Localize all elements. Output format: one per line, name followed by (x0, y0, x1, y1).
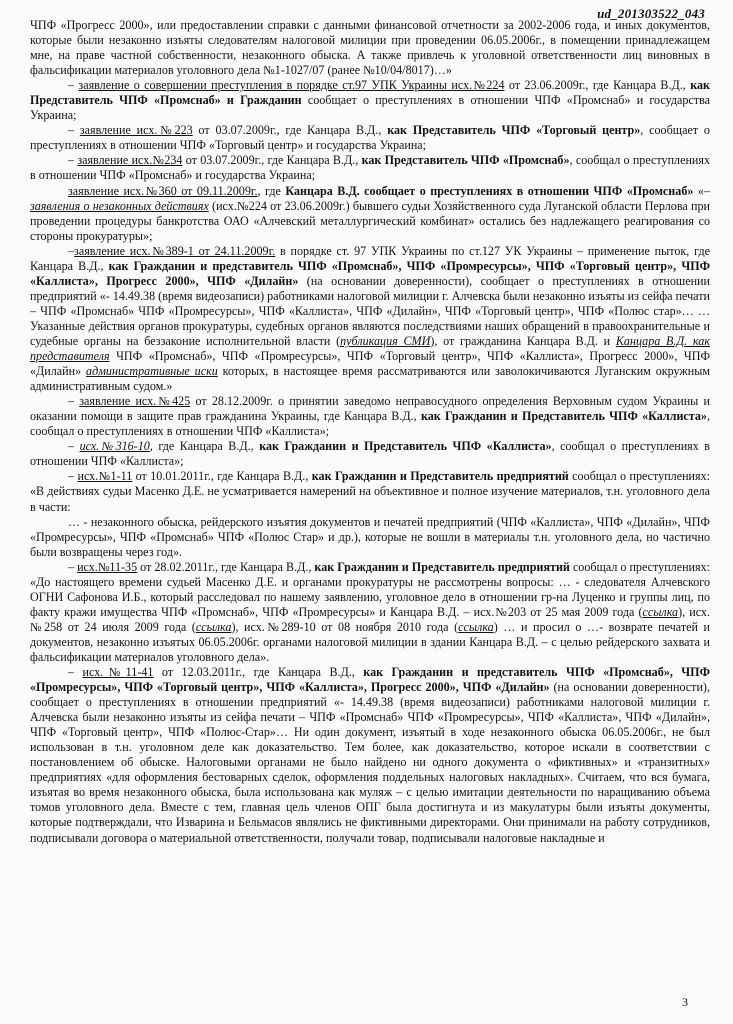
paragraph (30, 244, 710, 394)
document-id: ud_201303522_043 (597, 6, 705, 21)
underlined-text: ссылка (458, 619, 494, 634)
text-run: … - незаконного обыска, рейдерского изъятия документов и печатей предприятий (ЧПФ «Каллиста», ЧПФ «Дилайн», ЧПФ «Промресурсы», ЧПФ «Промснаб» ЧПФ «Полюс Стар» и др.), которые не вошли в материалы т.н. уголовного дела, но частично были возвращены через год». (30, 514, 710, 559)
text-run: которых, в настоящее время рассматриваются или заволокичиваются Луганским окружным административным судом.» (30, 364, 711, 394)
text-run: ) … и просил о …- возврате печатей и документов, незаконно изъятых 06.05.2006г. органами налоговой милиции в здании Канцара В.Д. – с целью рейдерского захвата и фальсификации материалов уголовного дела». (30, 619, 710, 664)
text-run: , сообщает о преступлениях в отношении ЧПФ «Торговый центр» и государства Украина; (30, 123, 710, 153)
underlined-text: исх.№11-35 (77, 559, 138, 574)
bold-text: как Гражданин и Представитель ЧПФ «Каллиста» (259, 439, 552, 454)
underlined-text: заявление исх.№223 (79, 123, 193, 138)
text-run: ), исх.№289-10 от 08 ноября 2010 года ( (231, 619, 459, 634)
paragraph (30, 439, 710, 469)
text-run: от 10.01.2011г., где Канцара В.Д., (132, 469, 312, 484)
text-run: от 23.06.2009г., где Канцара В.Д., (504, 78, 691, 93)
bold-text: как Представитель ЧПФ «Торговый центр» (387, 123, 641, 138)
text-run: ЧПФ «Прогресс 2000», или предоставлении справки с данными финансовой отчетности за 2002-2006 года, и иных документов, которые были незаконно изъяты следователям налоговой милиции при проведении 06.05.2006г., в помещении принадлежащем мне, на праве частной собственности, незаконного обыска. А также привлечь к уголовной ответственности лиц виновных в фальсификации материалов уголовного дела №1-1027/07 (ранее №10/04/8017)…» (30, 18, 710, 78)
paragraph (30, 394, 710, 439)
text-run: от 03.07.2009г., где Канцара В.Д., (192, 123, 388, 138)
paragraph (30, 469, 710, 514)
text-run: – (68, 153, 78, 168)
bold-text: как Представитель ЧПФ «Промснаб» (361, 153, 570, 168)
paragraph (30, 665, 710, 846)
bold-text: как Представитель ЧПФ «Промснаб» и Гражданин (30, 78, 710, 108)
text-run: (на основании доверенности), сообщает о преступлениях в отношении предприятий «- 14.49.38 (время видеозаписи) работниками налоговой милиции г. Алчевска были незаконно изъяты из сейфа печати – ЧПФ «Промснаб» ЧПФ «Промресурсы», ЧПФ «Каллиста», ЧПФ «Дилайн», ЧПФ «Торговый центр», ЧПФ «Полюс стар»… …Указанные действия органов прокуратуры, судебных органов являются последствиями наших обращений в правоохранительные и судебные органы на беззаконие исполнительной власти ( (30, 273, 710, 348)
bold-text: как Гражданин и Представитель предприятий (314, 559, 570, 574)
paragraph (30, 560, 710, 665)
underlined-text: заявление о совершении преступления в порядке ст.97 УПК Украины исх.№224 (78, 78, 505, 93)
underlined-text: Канцара В.Д. как представителя (30, 333, 710, 364)
underlined-text: административные иски (86, 364, 218, 379)
paragraph (30, 18, 710, 78)
underlined-text: публикация СМИ (340, 333, 431, 348)
underlined-text: заявление исх.№425 (79, 394, 191, 409)
text-run: – (68, 78, 79, 93)
text-run: (на основании доверенности), сообщает о преступлениях в отношении предприятий «- 14.49.38 (время видеозаписи) работниками налоговой милиции г. Алчевска были незаконно изъяты из сейфа печати – ЧПФ «Промснаб» ЧПФ «Промресурсы», ЧПФ «Каллиста», ЧПФ «Дилайн», ЧПФ «Торговый центр», ЧПФ «Полюс-Стар»… Ни один документ, изъятый в ходе незаконного обыска 06.05.2006г., не был использован в т.н. уголовном деле как доказательство. Тем более, как доказательство, которое искали в соответствии с постановлением об обыске. Налоговыми органами не было найдено ни одного документа о «фиктивных» и «транзитных» предприятиях «для оформления бестоварных сделок, оформления поддельных налоговых накладных». Считаем, что вся бумага, изъятая во время незаконного обыска, была использована как муляж – с целью имитации деятельности по наращиванию объема томов уголовного дела. Вместе с тем, главная цель членов ОПГ была достигнута и из макулатуры были изъяты документы, которые подтверждали, что Изварина и Бельмасов являлись не фиктивными директорами. Они принимали на работу сотрудников, подписывали договора о материальной ответственности, получали товар, подписывали налоговые накладные и (30, 680, 710, 845)
text-run: в порядке ст. 97 УПК Украины по ст.127 УК Украины – применение пыток, где Канцара В.Д., (30, 243, 710, 273)
text-run: «– (693, 183, 710, 198)
text-run: – (68, 123, 80, 138)
text-run: , где (257, 183, 286, 198)
text-run: ), от гражданина Канцара В.Д. и (430, 333, 616, 348)
underlined-text: заявление исх.№360 от 09.11.2009г. (68, 183, 258, 198)
text-run: – (68, 469, 78, 484)
underlined-text: исх.№316-10 (79, 439, 150, 454)
page-number: 3 (682, 995, 688, 1009)
text-run: – (68, 439, 80, 454)
text-run: от 03.07.2009г., где Канцара В.Д., (182, 153, 362, 168)
underlined-text: заявления о незаконных действиях (30, 198, 209, 213)
text-run: (исх.№224 от 23.06.2009г.) бывшего судьи Хозяйственного суда Луганской области Перлова при проведении процедуры банкротства ОАО «Алчевский металлургический комбинат» остались без надлежащего реагирования со стороны прокуратуры»; (30, 198, 710, 243)
underlined-text: ссылка (195, 619, 232, 634)
paragraph (30, 515, 710, 560)
text-run: ЧПФ «Промснаб», ЧПФ «Промресурсы», ЧПФ «Торговый центр», ЧПФ «Каллиста», Прогресс 2000», ЧПФ «Дилайн» (30, 349, 710, 379)
text-run: ), исх.№258 от 24 июля 2009 года ( (30, 604, 710, 634)
text-run: сообщал о преступлениях: «В действиях судьи Масенко Д.Е. не усматривается намерений на объективное и полное изучение материалов, т.н. уголовного дела в части: (30, 469, 710, 514)
text-run: , где Канцара В.Д., (149, 439, 260, 454)
paragraph (30, 123, 710, 153)
text-run: , сообщал о преступлениях в отношении ЧПФ «Каллиста»; (30, 439, 711, 469)
bold-text: как Гражданин и представитель ЧПФ «Промснаб», ЧПФ «Промресурсы», ЧПФ «Торговый центр», ЧПФ «Каллиста», Прогресс 2000», ЧПФ «Дилайн» (30, 665, 710, 695)
paragraph (30, 184, 710, 244)
bold-text: Канцара В.Д. сообщает о преступлениях в отношении ЧПФ «Промснаб» (285, 183, 694, 198)
bold-text: как Гражданин и Представитель предприятий (311, 469, 569, 484)
underlined-text: исх.№11-41 (82, 665, 154, 680)
bold-text: как Гражданин и представитель ЧПФ «Промснаб», ЧПФ «Промресурсы», ЧПФ «Торговый центр», ЧПФ «Каллиста», Прогресс 2000», ЧПФ «Дилайн» (30, 258, 710, 288)
text-run: , сообщал о преступлениях в отношении ЧПФ «Каллиста»; (30, 409, 711, 439)
underlined-text: исх.№1-11 (77, 469, 133, 484)
text-run: – (68, 394, 80, 409)
underlined-text: заявление исх.№389-1 от 24.11.2009г. (74, 243, 276, 258)
text-run: сообщает о преступлениях в отношении ЧПФ «Промснаб» и государства Украина; (30, 93, 710, 123)
paragraph (30, 153, 710, 183)
document-body (30, 18, 710, 846)
text-run: от 28.12.2009г. о принятии заведомо неправосудного определения Верховным судом Украины и оказании помощи в защите прав гражданина Украины, где Канцара В.Д., (30, 394, 710, 424)
text-run: от 28.02.2011г., где Канцара В.Д., (137, 559, 315, 574)
bold-text: как Гражданин и Представитель ЧПФ «Каллиста» (420, 409, 707, 424)
text-run: – (68, 665, 83, 680)
paragraph (30, 78, 710, 123)
text-run: – (68, 559, 78, 574)
text-run: от 12.03.2011г., где Канцара В.Д., (153, 665, 364, 680)
text-run: сообщал о преступлениях: «До настоящего времени судьей Масенко Д.Е. и органами прокуратуры не рассмотрены вопросы: … - следователя Алчевского ОГНИ Сафонова И.Б., который расследовал по нашему заявлению, уголовное дело в отношении гр-на Луценко и группы лиц, по факту кражи имущества ЧПФ «Промснаб», ЧПФ «Промресурсы» и Канцара В.Д. – исх.№203 от 25 мая 2009 года ( (30, 559, 710, 619)
underlined-text: ссылка (642, 604, 679, 619)
text-run: – (68, 243, 75, 258)
underlined-text: заявление исх.№234 (77, 153, 183, 168)
text-run: , сообщал о преступлениях в отношении ЧПФ «Промснаб» и государства Украина; (30, 153, 710, 183)
